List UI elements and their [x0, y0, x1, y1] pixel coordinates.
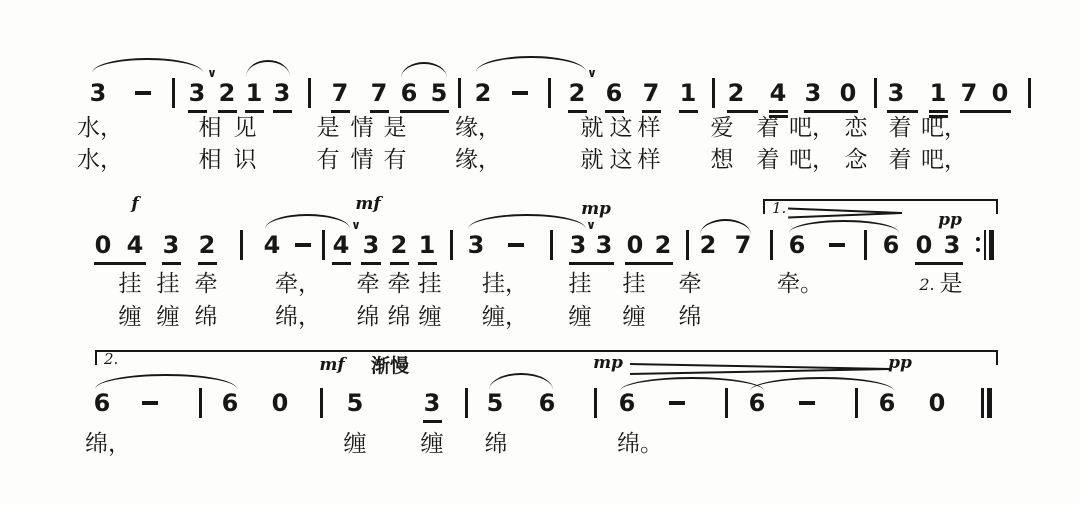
lyric-syllable: 挂 [118, 271, 142, 297]
note-digit: 2 [474, 79, 492, 107]
lyric-syllable: 绵 [484, 431, 508, 457]
note-digit: 7 [370, 79, 388, 107]
note-digit: 6 [605, 79, 623, 107]
note-digit: 0 [991, 79, 1009, 107]
lyric-syllable: 识 [233, 147, 257, 173]
note-digit: 7 [960, 79, 978, 107]
lyric-syllable: 着 [888, 147, 912, 173]
dynamic-mark: mf [319, 355, 345, 375]
note-digit: 4 [263, 231, 281, 259]
note-digit: 6 [878, 389, 896, 417]
breath-mark: ∨ [587, 66, 597, 80]
lyric-syllable: 缠 [420, 431, 444, 457]
lyric-syllable: 绵。 [617, 431, 663, 457]
barline [594, 388, 597, 418]
note-digit: 7 [642, 79, 660, 107]
hairpin-line [630, 368, 890, 375]
lyric-syllable: 缘， [455, 115, 501, 141]
barline [725, 388, 728, 418]
lyric-syllable: 牵 [194, 271, 218, 297]
lyric-syllable: 是 [939, 271, 963, 297]
note-digit: 7 [734, 231, 752, 259]
lyric-syllable: 挂 [568, 271, 592, 297]
note-digit: 7 [331, 79, 349, 107]
slur [489, 373, 553, 390]
lyric-syllable: 挂 [156, 271, 180, 297]
lyric-syllable: 挂 [622, 271, 646, 297]
lyric-syllable: 念 [844, 147, 868, 173]
final-barline [981, 388, 992, 418]
note-digit: 2 [218, 79, 236, 107]
lyric-syllable: 挂 [418, 271, 442, 297]
note-digit: 1 [679, 79, 697, 107]
note-digit: 1 [929, 79, 947, 107]
volta-number: 2. [104, 350, 119, 368]
lyric-syllable: 绵 [678, 304, 702, 330]
beam-underline [423, 420, 442, 423]
lyric-syllable: 样 [637, 115, 661, 141]
slur [95, 374, 237, 389]
note-digit: 6 [618, 389, 636, 417]
lyric-syllable: 想 [710, 147, 734, 173]
lyric-syllable: 吧， [789, 115, 835, 141]
lyric-syllable: 缠 [156, 304, 180, 330]
lyric-syllable: 着 [756, 147, 780, 173]
lyric-syllable: 缘， [455, 147, 501, 173]
note-digit: 3 [569, 231, 587, 259]
lyric-syllable: 2. [919, 275, 935, 294]
note-digit: 2 [568, 79, 586, 107]
note-digit: 0 [626, 231, 644, 259]
lyric-syllable: 绵 [387, 304, 411, 330]
lyric-syllable: 情 [350, 147, 374, 173]
note-digit: 4 [126, 231, 144, 259]
lyric-syllable: 是 [316, 115, 340, 141]
note-digit: 0 [94, 231, 112, 259]
lyric-syllable: 情 [350, 115, 374, 141]
lyric-syllable: 吧， [921, 115, 967, 141]
note-digit: 0 [928, 389, 946, 417]
lyric-syllable: 这 [609, 147, 633, 173]
note-digit: 5 [430, 79, 448, 107]
dynamic-mark: mp [593, 353, 623, 373]
lyric-syllable: 牵 [387, 271, 411, 297]
lyric-syllable: 着 [756, 115, 780, 141]
lyric-syllable: 是 [383, 115, 407, 141]
lyric-syllable: 挂， [482, 271, 528, 297]
lyric-syllable: 缠 [622, 304, 646, 330]
note-digit: 6 [882, 231, 900, 259]
note-digit: 3 [943, 231, 961, 259]
lyric-syllable: 牵 [678, 271, 702, 297]
lyric-syllable: 相 [198, 147, 222, 173]
lyric-syllable: 就 [580, 147, 604, 173]
half-note-dash [669, 401, 685, 405]
lyric-syllable: 绵， [275, 304, 321, 330]
lyric-syllable: 就 [580, 115, 604, 141]
slur [620, 377, 764, 391]
breath-mark: ∨ [351, 218, 361, 232]
lyric-syllable: 见 [233, 115, 257, 141]
lyric-syllable: 绵， [85, 431, 131, 457]
lyric-syllable: 吧， [921, 147, 967, 173]
lyric-syllable: 绵 [356, 304, 380, 330]
barline [465, 388, 468, 418]
note-digit: 2 [390, 231, 408, 259]
breath-mark: ∨ [207, 66, 217, 80]
lyric-syllable: 水， [77, 147, 123, 173]
barline [199, 388, 202, 418]
breath-mark: ∨ [586, 218, 596, 232]
lyric-syllable: 有 [316, 147, 340, 173]
lyric-syllable: 缠， [482, 304, 528, 330]
dynamic-mark: mf [355, 194, 381, 214]
lyric-syllable: 牵。 [777, 271, 823, 297]
decrescendo-hairpin [630, 363, 890, 373]
lyric-syllable: 样 [637, 147, 661, 173]
barline [320, 388, 323, 418]
tempo-text: 渐慢 [370, 355, 410, 377]
note-digit: 2 [699, 231, 717, 259]
note-digit: 6 [788, 231, 806, 259]
note-digit: 6 [221, 389, 239, 417]
note-digit: 3 [89, 79, 107, 107]
lyric-syllable: 缠 [568, 304, 592, 330]
half-note-dash [142, 401, 158, 405]
note-digit: 5 [486, 389, 504, 417]
note-digit: 1 [418, 231, 436, 259]
note-digit: 3 [362, 231, 380, 259]
note-digit: 1 [245, 79, 263, 107]
note-digit: 6 [538, 389, 556, 417]
barline [855, 388, 858, 418]
note-digit: 3 [273, 79, 291, 107]
dynamic-mark: pp [938, 210, 962, 230]
dynamic-mark: mp [581, 199, 611, 219]
note-digit: 4 [332, 231, 350, 259]
lyric-syllable: 这 [609, 115, 633, 141]
lyric-syllable: 绵 [194, 304, 218, 330]
lyric-syllable: 爱 [710, 115, 734, 141]
note-digit: 3 [804, 79, 822, 107]
note-digit: 4 [769, 79, 787, 107]
volta-number: 1. [772, 199, 787, 217]
lyric-syllable: 着 [888, 115, 912, 141]
dynamic-mark: pp [888, 353, 912, 373]
note-digit: 0 [271, 389, 289, 417]
note-digit: 3 [467, 231, 485, 259]
thin-bar [981, 388, 984, 418]
thick-bar [987, 388, 992, 418]
lyric-syllable: 缠 [118, 304, 142, 330]
lyric-syllable: 缠 [343, 431, 367, 457]
note-digit: 0 [915, 231, 933, 259]
slur [750, 377, 894, 391]
note-digit: 6 [93, 389, 111, 417]
note-digit: 2 [198, 231, 216, 259]
note-digit: 3 [162, 231, 180, 259]
note-digit: 2 [727, 79, 745, 107]
half-note-dash [799, 401, 815, 405]
lyric-syllable: 恋 [844, 115, 868, 141]
lyric-syllable: 吧， [789, 147, 835, 173]
lyric-syllable: 相 [198, 115, 222, 141]
note-digit: 3 [595, 231, 613, 259]
note-digit: 3 [887, 79, 905, 107]
note-digit: 6 [400, 79, 418, 107]
lyric-syllable: 水， [77, 115, 123, 141]
lyric-syllable: 缠 [418, 304, 442, 330]
lyric-syllable: 牵， [275, 271, 321, 297]
note-digit: 3 [423, 389, 441, 417]
lyric-syllable: 有 [383, 147, 407, 173]
note-digit: 3 [188, 79, 206, 107]
note-digit: 6 [748, 389, 766, 417]
note-digit: 5 [346, 389, 364, 417]
lyric-syllable: 牵 [356, 271, 380, 297]
note-digit: 0 [839, 79, 857, 107]
dynamic-mark: f [131, 194, 139, 214]
note-digit: 2 [654, 231, 672, 259]
